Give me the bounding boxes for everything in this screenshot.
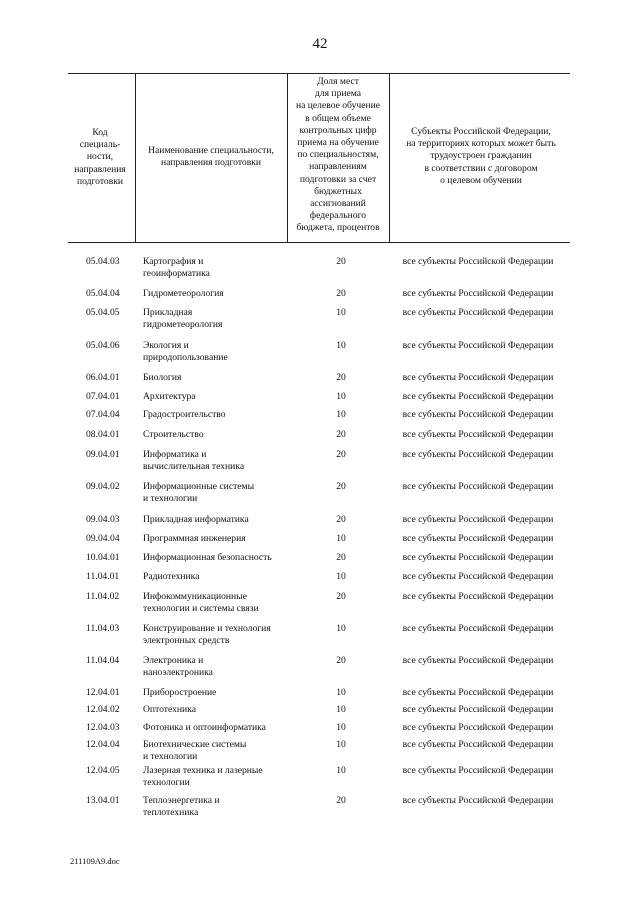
row-name: Информатика и вычислительная техника: [143, 449, 245, 473]
row-code: 05.04.06: [86, 340, 120, 351]
row-share: 20: [336, 514, 346, 525]
row-share: 10: [336, 571, 346, 582]
row-share: 20: [336, 288, 346, 299]
row-share: 10: [336, 623, 346, 634]
row-subjects: все субъекты Российской Федерации: [402, 307, 554, 318]
row-name: Программная инженерия: [143, 533, 246, 544]
row-share: 20: [336, 655, 346, 666]
row-code: 11.04.03: [86, 623, 120, 634]
row-subjects: все субъекты Российской Федерации: [402, 340, 554, 351]
row-name: Приборостроение: [143, 687, 217, 698]
row-name: Биотехнические системы и технологии: [143, 739, 247, 763]
row-code: 11.04.02: [86, 591, 120, 602]
row-code: 09.04.01: [86, 449, 120, 460]
row-subjects: все субъекты Российской Федерации: [402, 655, 554, 666]
row-share: 20: [336, 372, 346, 383]
row-code: 07.04.04: [86, 409, 120, 420]
row-name: Строительство: [143, 429, 204, 440]
row-code: 05.04.04: [86, 288, 120, 299]
row-name: Лазерная техника и лазерные технологии: [143, 765, 263, 789]
row-name: Прикладная информатика: [143, 514, 249, 525]
row-code: 11.04.04: [86, 655, 120, 666]
row-code: 12.04.01: [86, 687, 120, 698]
row-share: 10: [336, 687, 346, 698]
row-subjects: все субъекты Российской Федерации: [402, 288, 554, 299]
row-code: 10.04.01: [86, 552, 120, 563]
row-name: Прикладная гидрометеорология: [143, 307, 223, 331]
table-top-rule: [68, 73, 570, 74]
row-code: 05.04.03: [86, 256, 120, 267]
row-name: Биология: [143, 372, 182, 383]
row-subjects: все субъекты Российской Федерации: [402, 704, 554, 715]
row-name: Картография и геоинформатика: [143, 256, 210, 280]
row-share: 20: [336, 591, 346, 602]
row-name: Информационные системы и технологии: [143, 481, 255, 505]
row-name: Архитектура: [143, 391, 196, 402]
row-name: Теплоэнергетика и теплотехника: [143, 795, 220, 819]
row-subjects: все субъекты Российской Федерации: [402, 623, 554, 634]
column-divider: [389, 73, 390, 242]
row-name: Гидрометеорология: [143, 288, 224, 299]
row-code: 13.04.01: [86, 795, 120, 806]
row-subjects: все субъекты Российской Федерации: [402, 722, 554, 733]
table-header-bottom-rule: [68, 242, 570, 243]
row-subjects: все субъекты Российской Федерации: [402, 514, 554, 525]
row-share: 20: [336, 481, 346, 492]
row-subjects: все субъекты Российской Федерации: [402, 591, 554, 602]
row-code: 06.04.01: [86, 372, 120, 383]
header-name: Наименование специальности, направления подготовки: [148, 145, 274, 169]
row-subjects: все субъекты Российской Федерации: [402, 533, 554, 544]
header-code: Код специаль- ности, направления подготовки: [74, 127, 126, 187]
header-share: Доля мест для приема на целевое обучение в общем объеме контрольных цифр приема на обучение по специальностям, направлениям подготовки за счет бюджетных ассигнований федерального бюджета, процентов: [296, 76, 380, 234]
row-name: Фотоника и оптоинформатика: [143, 722, 266, 733]
row-code: 05.04.05: [86, 307, 120, 318]
row-subjects: все субъекты Российской Федерации: [402, 409, 554, 420]
row-name: Инфокоммуникационные технологии и системы связи: [143, 591, 259, 615]
row-share: 20: [336, 795, 346, 806]
row-share: 10: [336, 409, 346, 420]
row-share: 10: [336, 765, 346, 776]
row-share: 20: [336, 256, 346, 267]
row-share: 10: [336, 704, 346, 715]
row-name: Конструирование и технология электронных средств: [143, 623, 271, 647]
row-subjects: все субъекты Российской Федерации: [402, 391, 554, 402]
row-name: Радиотехника: [143, 571, 200, 582]
row-code: 12.04.05: [86, 765, 120, 776]
row-code: 12.04.03: [86, 722, 120, 733]
row-share: 10: [336, 391, 346, 402]
row-code: 09.04.04: [86, 533, 120, 544]
row-share: 10: [336, 533, 346, 544]
row-share: 10: [336, 722, 346, 733]
row-code: 12.04.02: [86, 704, 120, 715]
row-subjects: все субъекты Российской Федерации: [402, 739, 554, 750]
row-code: 09.04.02: [86, 481, 120, 492]
row-subjects: все субъекты Российской Федерации: [402, 795, 554, 806]
row-subjects: все субъекты Российской Федерации: [402, 571, 554, 582]
row-code: 12.04.04: [86, 739, 120, 750]
row-name: Электроника и наноэлектроника: [143, 655, 213, 679]
row-subjects: все субъекты Российской Федерации: [402, 256, 554, 267]
row-subjects: все субъекты Российской Федерации: [402, 552, 554, 563]
row-subjects: все субъекты Российской Федерации: [402, 481, 554, 492]
row-name: Оптотехника: [143, 704, 196, 715]
column-divider: [135, 73, 136, 242]
row-code: 11.04.01: [86, 571, 120, 582]
row-share: 20: [336, 449, 346, 460]
row-name: Информационная безопасность: [143, 552, 272, 563]
row-subjects: все субъекты Российской Федерации: [402, 765, 554, 776]
row-share: 10: [336, 739, 346, 750]
document-file-id: 211109A9.doc: [70, 856, 120, 866]
row-subjects: все субъекты Российской Федерации: [402, 429, 554, 440]
row-share: 20: [336, 429, 346, 440]
header-subjects: Субъекты Российской Федерации, на территориях которых может быть трудоустроен гражданин в соответствии с договором о целевом обучении: [406, 126, 556, 186]
row-share: 20: [336, 552, 346, 563]
row-code: 08.04.01: [86, 429, 120, 440]
row-subjects: все субъекты Российской Федерации: [402, 687, 554, 698]
row-share: 10: [336, 307, 346, 318]
row-name: Экология и природопользование: [143, 340, 228, 364]
page-number: 42: [312, 36, 328, 52]
row-code: 07.04.01: [86, 391, 120, 402]
row-subjects: все субъекты Российской Федерации: [402, 449, 554, 460]
row-name: Градостроительство: [143, 409, 226, 420]
row-code: 09.04.03: [86, 514, 120, 525]
row-share: 10: [336, 340, 346, 351]
row-subjects: все субъекты Российской Федерации: [402, 372, 554, 383]
